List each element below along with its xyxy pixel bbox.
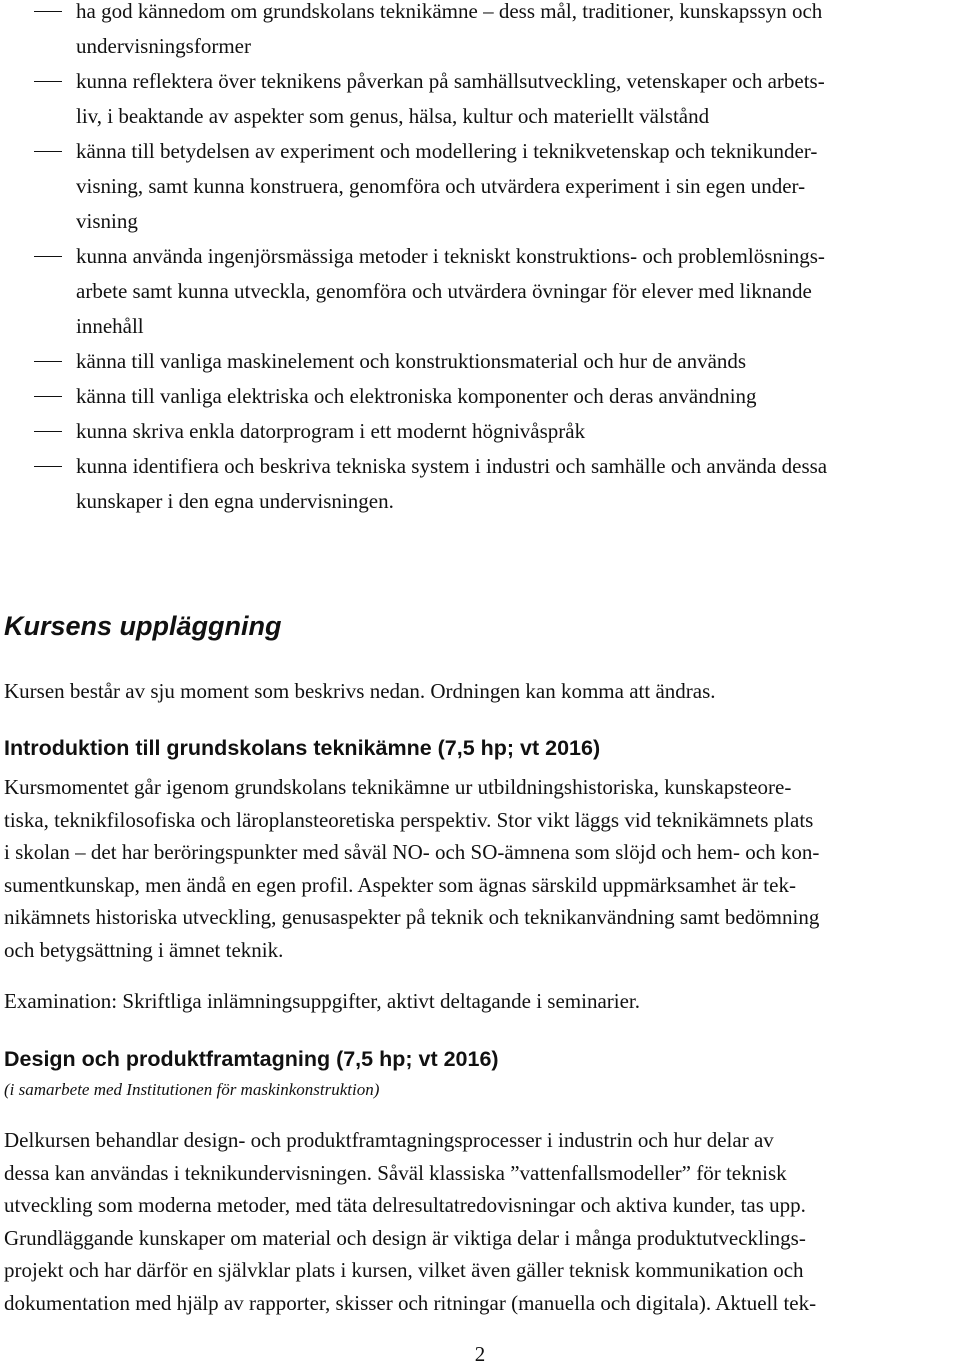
dash-bullet-icon [34,64,62,99]
dash-bullet-icon [34,414,62,449]
module-2-title: Design och produktframtagning (7,5 hp; vt 2016) [4,1047,499,1071]
module-1-body: Kursmomentet går igenom grundskolans teknikämne ur utbildningshistoriska, kunskapsteore- tiska, teknikfilosofiska och läroplansteoretiska perspektiv. Stor vikt läggs vid teknikämnets plats i skolan – det har beröringspunkter med såväl NO- och SO-ämnena som slöjd och hem- och kon- sumentkunskap, men ändå en egen profil. Aspekter som ägnas särskild uppmärksamhet är tek- nikämnets historiska utveckling, genusaspekter på teknik och teknikanvändning samt bedömning och betygsättning i ämnet teknik. [4,775,820,962]
module-2-subtitle: (i samarbete med Institutionen för maskinkonstruktion) [4,1080,380,1099]
section-title: Kursens uppläggning [4,611,282,641]
learning-goals-list [0,0,960,519]
list-item: kunna skriva enkla datorprogram i ett modernt högnivåspråk [0,414,960,449]
dash-bullet-icon [34,134,62,169]
list-item: känna till betydelsen av experiment och modellering i teknikvetenskap och teknikunder- visning, samt kunna konstruera, genomföra och utvärdera experiment i sin egen under- visning [0,134,960,239]
list-item: kunna reflektera över teknikens påverkan på samhällsutveckling, vetenskaper och arbets- liv, i beaktande av aspekter som genus, hälsa, kultur och materiellt välstånd [0,64,960,134]
dash-bullet-icon [34,449,62,484]
module-2-body: Delkursen behandlar design- och produktframtagningsprocesser i industrin och hur delar av dessa kan användas i teknikundervisningen. Såväl klassiska ”vattenfallsmodeller” för teknisk utveckling som moderna metoder, med täta delresultatredovisningar och aktiva kunder, tas upp. Grundläggande kunskaper om material och design är viktiga delar i många produktutvecklings- projekt och har därför en självklar plats i kursen, vilket även gäller teknisk kommunikation och dokumentation med hjälp av rapporter, skisser och ritningar (manuella och digitala). Aktuell tek- [4,1128,817,1315]
list-item: kunna använda ingenjörsmässiga metoder i tekniskt konstruktions- och problemlösnings- arbete samt kunna utveckla, genomföra och utvärdera övningar för elever med liknande innehåll [0,239,960,344]
dash-bullet-icon [34,239,62,274]
dash-bullet-icon [34,0,62,29]
list-item: känna till vanliga elektriska och elektroniska komponenter och deras användning [0,379,960,414]
section-intro: Kursen består av sju moment som beskrivs nedan. Ordningen kan komma att ändras. [4,679,716,703]
dash-bullet-icon [34,379,62,414]
module-1-title: Introduktion till grundskolans teknikämne (7,5 hp; vt 2016) [4,736,601,760]
list-item: ha god kännedom om grundskolans teknikämne – dess mål, traditioner, kunskapssyn och undervisningsformer [0,0,960,64]
page-number: 2 [474,1342,486,1366]
dash-bullet-icon [34,344,62,379]
list-item: kunna identifiera och beskriva tekniska system i industri och samhälle och använda dessa kunskaper i den egna undervisningen. [0,449,960,519]
module-1-examination: Examination: Skriftliga inlämningsuppgifter, aktivt deltagande i seminarier. [4,989,641,1013]
list-item: känna till vanliga maskinelement och konstruktionsmaterial och hur de används [0,344,960,379]
